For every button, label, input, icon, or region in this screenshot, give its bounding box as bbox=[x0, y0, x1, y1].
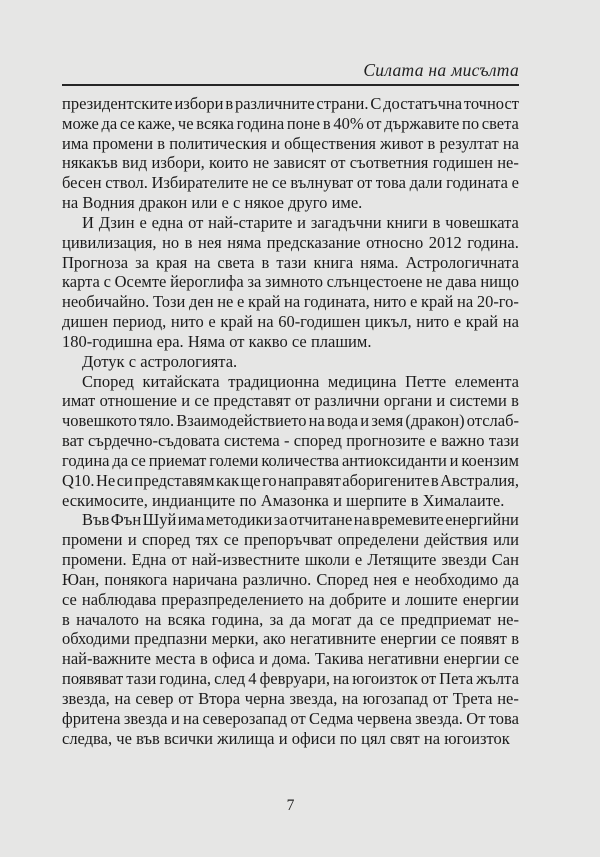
text-line: президентските избори в различните страни. С достатъчна точност bbox=[62, 94, 519, 113]
text-line: следва, че във всички жилища и офиси по цял свят на югоизток bbox=[62, 728, 510, 748]
text-line: година да се приемат големи количества антиоксиданти и коензим bbox=[62, 450, 519, 470]
text-line: 180-годишна ера. Няма от какво се плашим. bbox=[62, 331, 372, 351]
text-line: може да се каже, че всяка година поне в 40% от държавите по света bbox=[62, 113, 519, 133]
page-number: 7 bbox=[286, 797, 295, 814]
text-line: се наблюдава преразпределението на добрите и лошите енергии bbox=[62, 589, 519, 609]
text-line: фритена звезда и на северозапад от Седма червена звезда. От това bbox=[62, 708, 519, 728]
text-line: необичайно. Този ден не е край на годината, нито е край на 20-го- bbox=[62, 292, 519, 312]
paragraph bbox=[62, 213, 519, 352]
text-line: бесен ствол. Избирателите не се вълнуват от това дали годината е bbox=[62, 173, 519, 193]
paragraph bbox=[62, 352, 519, 372]
text-line: Юан, понякога наричана различно. Според нея е необходимо да bbox=[62, 569, 519, 589]
text-line: най-важните места в офиса и дома. Такива негативни енергии се bbox=[62, 649, 519, 669]
text-line: промени и според тях се препоръчват определени действия или bbox=[62, 530, 519, 550]
text-line: на Водния дракон или е с някое друго име. bbox=[62, 193, 363, 213]
text-line: Дотук с астрологията. bbox=[82, 351, 238, 371]
text-line: ват сърдечно-съдовата система - според прогнозите е важно тази bbox=[62, 431, 519, 451]
text-line: промени. Една от най-известните школи е Летящите звезди Сан bbox=[62, 550, 519, 570]
body-text bbox=[62, 94, 519, 748]
text-line: има промени в политическия и обществения живот в резултат на bbox=[62, 133, 519, 153]
text-line: дишен период, нито е край на 60-годишен цикъл, нито е край на bbox=[62, 312, 519, 332]
text-line: Според китайската традиционна медицина Петте елемента bbox=[82, 371, 519, 391]
page-content bbox=[62, 0, 519, 857]
paragraph bbox=[62, 94, 519, 213]
running-header-title: Силата на мисълта bbox=[363, 60, 519, 80]
text-line: цивилизация, но в нея няма предсказание относно 2012 година. bbox=[62, 232, 519, 252]
text-line: Q10. Не си представям как ще го направят аборигените в Австралия, bbox=[62, 470, 519, 490]
text-line: обходими предпазни мерки, ако негативните енергии се появят в bbox=[62, 629, 519, 649]
header-rule bbox=[62, 84, 519, 86]
text-line: ескимосите, индианците по Амазонка и шерпите в Хималаите. bbox=[62, 490, 505, 510]
text-line: Прогноза за края на света в тази книга няма. Астрологичната bbox=[62, 252, 519, 272]
text-line: в началото на всяка година, за да могат да се предприемат не- bbox=[62, 609, 519, 629]
text-line: карта с Осемте йероглифа за зимното слънцестоене не дава нищо bbox=[62, 272, 519, 292]
paragraph bbox=[62, 510, 519, 748]
text-line: имат отношение и се представят от различни органи и системи в bbox=[62, 391, 519, 411]
text-line: появяват тази година, след 4 февруари, на югоизток от Пета жълта bbox=[62, 669, 519, 689]
text-line: И Дзин е една от най-старите и загадъчни книги в човешката bbox=[82, 212, 519, 232]
paragraph bbox=[62, 372, 519, 511]
text-line: звезда, на север от Втора черна звезда, на югозапад от Трета не- bbox=[62, 688, 519, 708]
text-line: някакъв вид избори, които не зависят от съответния годишен не- bbox=[62, 153, 519, 173]
text-line: човешкото тяло. Взаимодействието на вода и земя (дракон) отслаб- bbox=[62, 411, 519, 431]
text-line: Във Фън Шуй има методики за отчитане на времевите енергийни bbox=[82, 510, 519, 530]
